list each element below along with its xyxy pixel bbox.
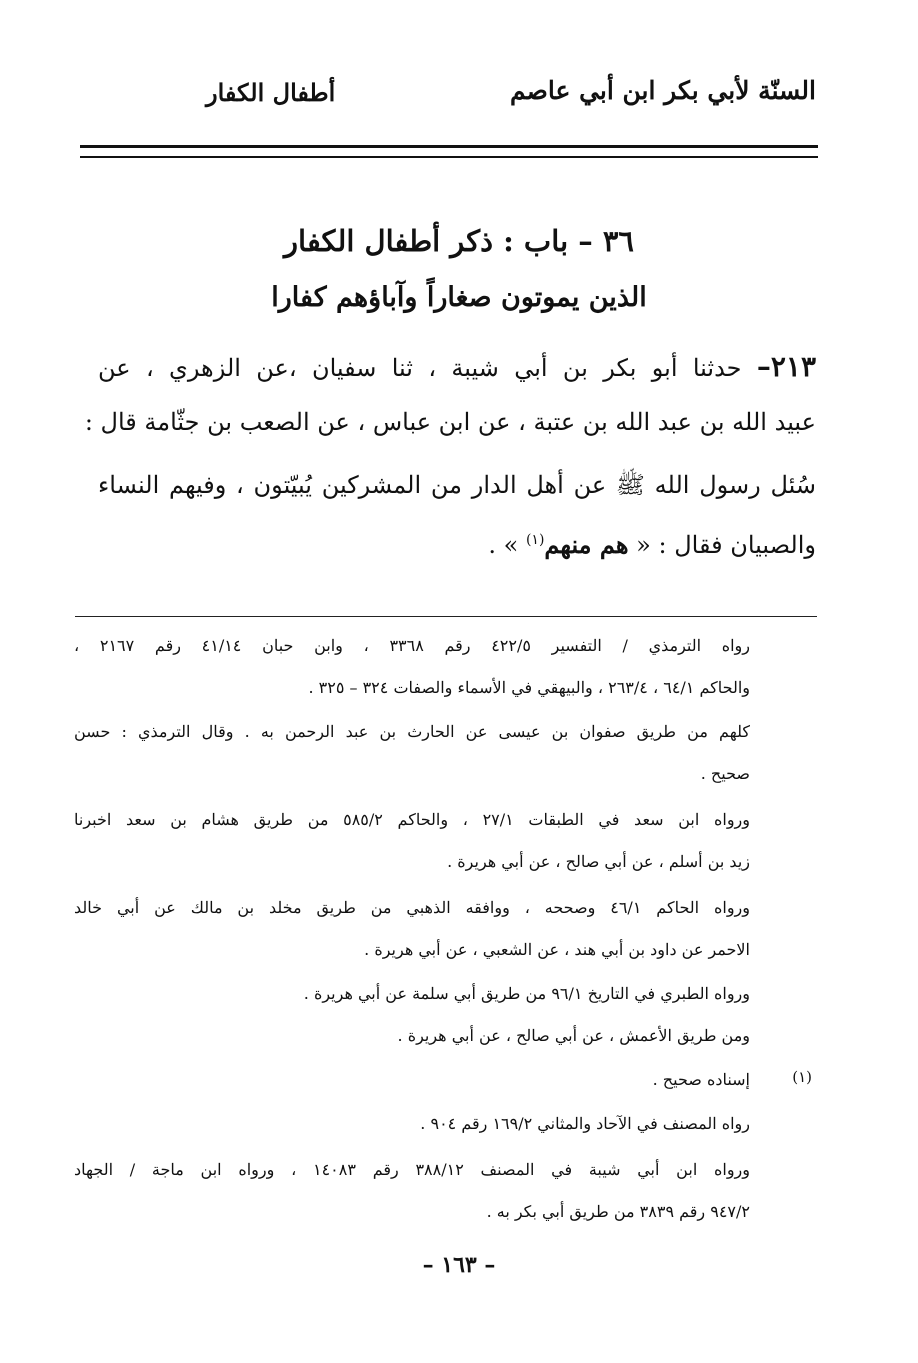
- footnote-line-4: صحيح .: [700, 764, 750, 783]
- footnote-line-1: رواه الترمذي / التفسير ٤٢٢/٥ رقم ٣٣٦٨ ، وابن حبان ٤١/١٤ رقم ٢١٦٧ ،: [74, 636, 751, 655]
- header-rule-thin: [80, 156, 818, 158]
- footnote-line-2: والحاكم ٦٤/١ ، ٢٦٣/٤ ، والبيهقي في الأسماء والصفات ٣٢٤ – ٣٢٥ .: [308, 678, 750, 697]
- hadith-text-4-end: » .: [488, 531, 519, 559]
- footnote-line-3: كلهم من طريق صفوان بن عيسى عن الحارث بن عبد الرحمن به . وقال الترمذي : حسن: [74, 722, 750, 741]
- header-rule-thick: [80, 145, 818, 148]
- hadith-text-4-start: والصبيان فقال : «: [636, 531, 816, 559]
- hadith-line-3: سُئل رسول الله ﷺ عن أهل الدار من المشركين يُبيّتون ، وفيهم النساء: [98, 471, 816, 499]
- hadith-quote: هم منهم: [544, 530, 629, 559]
- footnote-line-7: ورواه الحاكم ٤٦/١ وصححه ، ووافقه الذهبي من طريق مخلد بن مالك عن أبي خالد: [74, 898, 751, 917]
- footnote-line-10: ومن طريق الأعمش ، عن أبي صالح ، عن أبي هريرة .: [397, 1026, 750, 1045]
- footnote-marker: (١): [792, 1068, 812, 1086]
- footnote-line-8: الاحمر عن داود بن أبي هند ، عن الشعبي ، عن أبي هريرة .: [364, 940, 750, 959]
- hadith-line-1: [98, 350, 816, 383]
- chapter-heading-line-2: الذين يموتون صغاراً وآباؤهم كفارا: [271, 282, 647, 313]
- hadith-line-2: عبيد الله بن عبد الله بن عتبة ، عن ابن عباس ، عن الصعب بن جثّامة قال :: [84, 408, 816, 436]
- footnote-reference: (١): [525, 532, 545, 548]
- footnote-line-6: زيد بن أسلم ، عن أبي صالح ، عن أبي هريرة .: [447, 852, 750, 871]
- footnote-line-9: ورواه الطبري في التاريخ ٩٦/١ من طريق أبي سلمة عن أبي هريرة .: [303, 984, 750, 1003]
- page-number: – ١٦٣ –: [422, 1252, 496, 1278]
- hadith-number: ٢١٣–: [756, 350, 816, 383]
- hadith-line-4: [98, 530, 816, 559]
- running-header-chapter-title: أطفال الكفار: [206, 78, 336, 107]
- footnote-line-14: ٩٤٧/٢ رقم ٣٨٣٩ من طريق أبي بكر به .: [486, 1202, 750, 1221]
- footnote-line-13: ورواه ابن أبي شيبة في المصنف ٣٨٨/١٢ رقم ١٤٠٨٣ ، ورواه ابن ماجة / الجهاد: [74, 1160, 750, 1179]
- footnote-line-12: رواه المصنف في الآحاد والمثاني ١٦٩/٢ رقم ٩٠٤ .: [420, 1114, 750, 1133]
- hadith-text-1: حدثنا أبو بكر بن أبي شيبة ، ثنا سفيان ،عن الزهري ، عن: [98, 354, 742, 382]
- chapter-heading-line-1: ٣٦ – باب : ذكر أطفال الكفار: [283, 224, 634, 258]
- running-header-book-title: السنّة لأبي بكر ابن أبي عاصم: [509, 76, 816, 105]
- footnote-separator: [75, 616, 817, 617]
- footnote-line-5: ورواه ابن سعد في الطبقات ٢٧/١ ، والحاكم ٥٨٥/٢ من طريق هشام بن سعد اخبرنا: [74, 810, 751, 829]
- footnote-line-11: إسناده صحيح .: [652, 1070, 750, 1089]
